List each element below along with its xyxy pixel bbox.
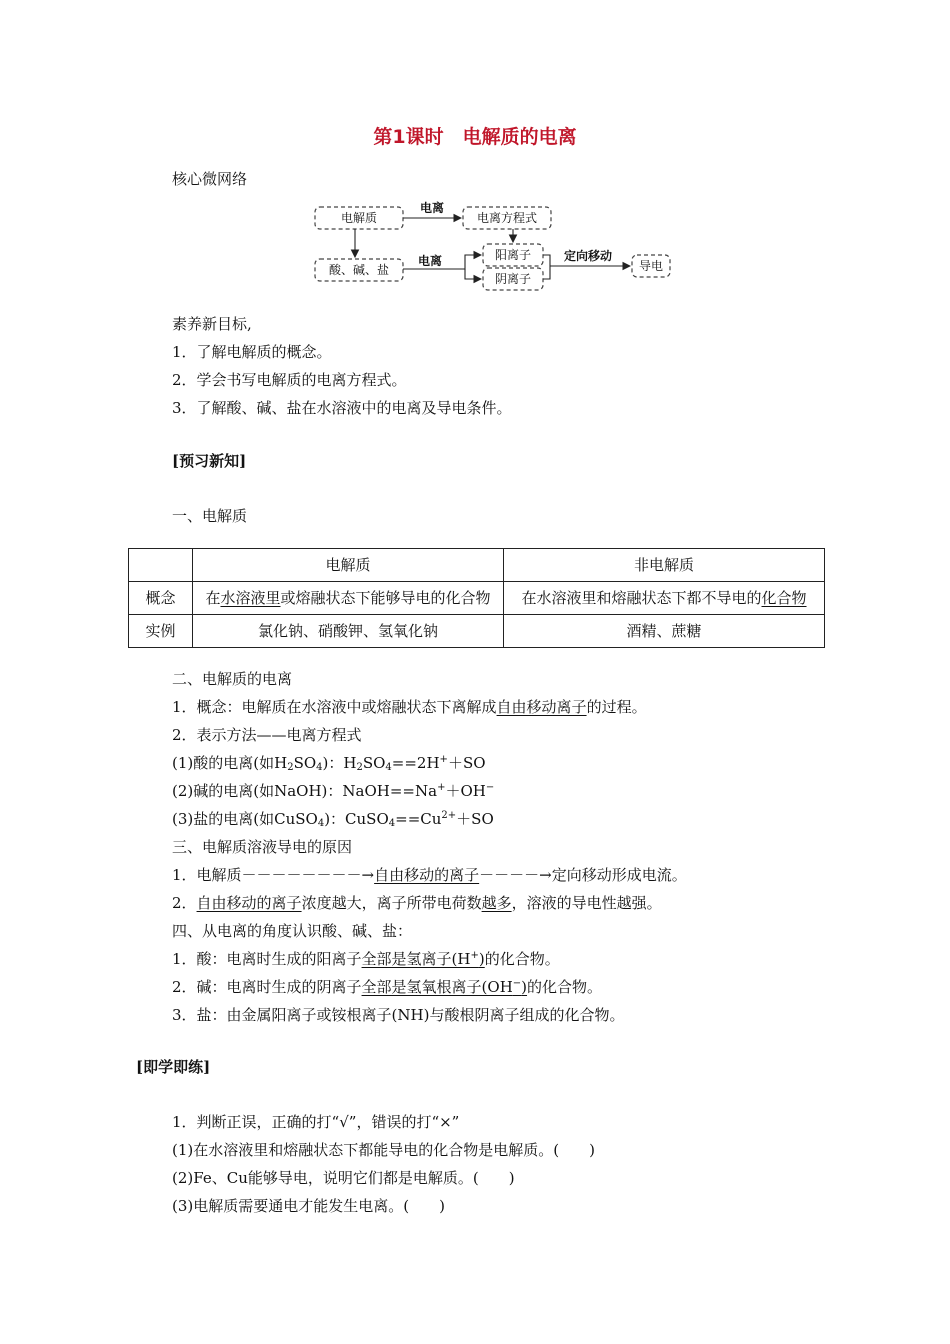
eq-sub: 2 bbox=[287, 762, 294, 773]
answer-blank: 化合物 bbox=[761, 589, 807, 607]
section-heading: 四、从电离的角度认识酸、碱、盐： bbox=[172, 922, 413, 940]
answer-blank: 水溶液里 bbox=[220, 589, 281, 607]
eq-sub: 4 bbox=[316, 762, 323, 773]
answer-blank bbox=[362, 950, 485, 968]
eq-sub: 4 bbox=[317, 818, 325, 829]
eq-part: ＋SO bbox=[447, 754, 486, 772]
equation-acid bbox=[172, 752, 486, 773]
text-span: 的化合物。 bbox=[527, 978, 603, 996]
edge-label-ionize-top: 电离 bbox=[419, 201, 445, 215]
practice-heading: [即学即练] bbox=[136, 1058, 211, 1076]
text-span: 全部是氢离子(H bbox=[361, 950, 471, 968]
eq-sup: − bbox=[512, 978, 522, 989]
text-line bbox=[172, 864, 687, 885]
table-header: 电解质 bbox=[193, 549, 504, 582]
node-anion: 阴离子 bbox=[494, 272, 532, 286]
row-label: 概念 bbox=[129, 582, 193, 615]
node-conduct: 导电 bbox=[638, 259, 664, 273]
table-row bbox=[129, 615, 825, 648]
answer-blank: 自由移动的离子 bbox=[196, 894, 302, 912]
eq-part: (2)碱的电离(如NaOH)：NaOH==Na bbox=[172, 782, 438, 800]
goal-item: 2．学会书写电解质的电离方程式。 bbox=[172, 371, 407, 389]
table-row bbox=[129, 549, 825, 582]
electrolyte-table bbox=[128, 548, 825, 648]
edge-split-up bbox=[455, 255, 481, 269]
question-item: (3)电解质需要通电才能发生电离。( ) bbox=[172, 1197, 445, 1215]
section-heading: 二、电解质的电离 bbox=[172, 670, 293, 688]
core-network-diagram bbox=[300, 196, 680, 292]
edge-label-ionize-bottom: 电离 bbox=[417, 254, 443, 268]
eq-sup: − bbox=[485, 782, 495, 793]
table-corner bbox=[129, 549, 193, 582]
cell-text: 在水溶液里和熔融状态下都不导电的 bbox=[521, 589, 762, 607]
text-span: 2．碱：电离时生成的阴离子 bbox=[172, 978, 362, 996]
text-span: ) bbox=[521, 978, 528, 996]
goals-heading: 素养新目标, bbox=[172, 315, 252, 333]
text-line bbox=[172, 892, 662, 913]
edge-label-directed-move: 定向移动 bbox=[563, 249, 613, 263]
text-span: 全部是氢氧根离子(OH bbox=[361, 978, 513, 996]
text-span: ) bbox=[478, 950, 485, 968]
text-span: 的过程。 bbox=[586, 698, 647, 716]
section-heading: 三、电解质溶液导电的原因 bbox=[172, 838, 353, 856]
answer-blank: 自由移动的离子 bbox=[374, 866, 480, 884]
eq-part: SO bbox=[362, 754, 386, 772]
answer-blank bbox=[362, 978, 527, 996]
eq-sup: + bbox=[439, 754, 448, 765]
text-line bbox=[172, 696, 647, 717]
eq-part: SO bbox=[293, 754, 317, 772]
table-header: 非电解质 bbox=[504, 549, 825, 582]
table-cell bbox=[193, 582, 504, 615]
eq-part: )：CuSO bbox=[324, 810, 389, 828]
goal-item: 1．了解电解质的概念。 bbox=[172, 343, 332, 361]
answer-blank: 越多 bbox=[481, 894, 512, 912]
table-cell bbox=[504, 582, 825, 615]
text-span: 1．概念：电解质在水溶液中或熔融状态下离解成 bbox=[172, 698, 497, 716]
node-acid-base-salt: 酸、碱、盐 bbox=[328, 263, 390, 277]
text-span: 定向移动形成电流。 bbox=[551, 866, 687, 884]
text-line: 3．盐：由金属阳离子或铵根离子(NH)与酸根阴离子组成的化合物。 bbox=[172, 1006, 625, 1024]
edge-split-down bbox=[465, 269, 481, 279]
node-electrolyte: 电解质 bbox=[340, 211, 378, 225]
question-item: (2)Fe、Cu能够导电，说明它们都是电解质。( ) bbox=[172, 1169, 515, 1187]
eq-sup: + bbox=[470, 950, 479, 961]
node-equation: 电离方程式 bbox=[476, 211, 538, 225]
text-span: ，溶液的导电性越强。 bbox=[511, 894, 662, 912]
eq-sup: + bbox=[437, 782, 446, 793]
text-span: 浓度越大，离子所带电荷数 bbox=[301, 894, 482, 912]
page-title: 第1课时 电解质的电离 bbox=[373, 126, 577, 148]
section-heading: 一、电解质 bbox=[172, 507, 248, 525]
eq-part: ==2H bbox=[391, 754, 440, 772]
eq-sub: 4 bbox=[385, 762, 392, 773]
question: 1．判断正误，正确的打“√”，错误的打“×” bbox=[172, 1113, 460, 1131]
core-network-heading: 核心微网络 bbox=[172, 170, 248, 188]
text-line bbox=[172, 948, 560, 969]
eq-part: )：H bbox=[322, 754, 357, 772]
answer-blank: 自由移动离子 bbox=[496, 698, 587, 716]
eq-part: (3)盐的电离(如CuSO bbox=[172, 810, 318, 828]
edge-merge bbox=[543, 255, 550, 279]
text-span: 1．酸：电离时生成的阳离子 bbox=[172, 950, 362, 968]
goal-item: 3．了解酸、碱、盐在水溶液中的电离及导电条件。 bbox=[172, 399, 512, 417]
node-cation: 阳离子 bbox=[494, 248, 532, 262]
equation-salt bbox=[172, 808, 494, 829]
eq-part: (1)酸的电离(如H bbox=[172, 754, 288, 772]
eq-part: ＋SO bbox=[456, 810, 494, 828]
table-cell: 酒精、蔗糖 bbox=[504, 615, 825, 648]
text-span: 1．电解质 bbox=[172, 866, 242, 884]
table-row bbox=[129, 582, 825, 615]
eq-sup: 2+ bbox=[441, 810, 457, 821]
table-cell: 氯化钠、硝酸钾、氢氧化钠 bbox=[193, 615, 504, 648]
text-span: 的化合物。 bbox=[484, 950, 560, 968]
cell-text: 或熔融状态下能够导电的化合物 bbox=[280, 589, 491, 607]
equation-base bbox=[172, 780, 494, 801]
cell-text: 在 bbox=[205, 589, 221, 607]
question-item: (1)在水溶液里和熔融状态下都能导电的化合物是电解质。( ) bbox=[172, 1141, 595, 1159]
text-line bbox=[172, 976, 602, 997]
text-line: 2．表示方法——电离方程式 bbox=[172, 726, 362, 744]
dashed-arrow: －－－－→ bbox=[479, 866, 552, 884]
row-label: 实例 bbox=[129, 615, 193, 648]
preview-heading: [预习新知] bbox=[172, 452, 247, 470]
eq-part: ＋OH bbox=[445, 782, 486, 800]
eq-part: ==Cu bbox=[395, 810, 442, 828]
text-span: 2． bbox=[172, 894, 197, 912]
eq-sub: 2 bbox=[356, 762, 363, 773]
eq-sub: 4 bbox=[388, 818, 396, 829]
dashed-arrow: －－－－－－－－→ bbox=[241, 866, 375, 884]
